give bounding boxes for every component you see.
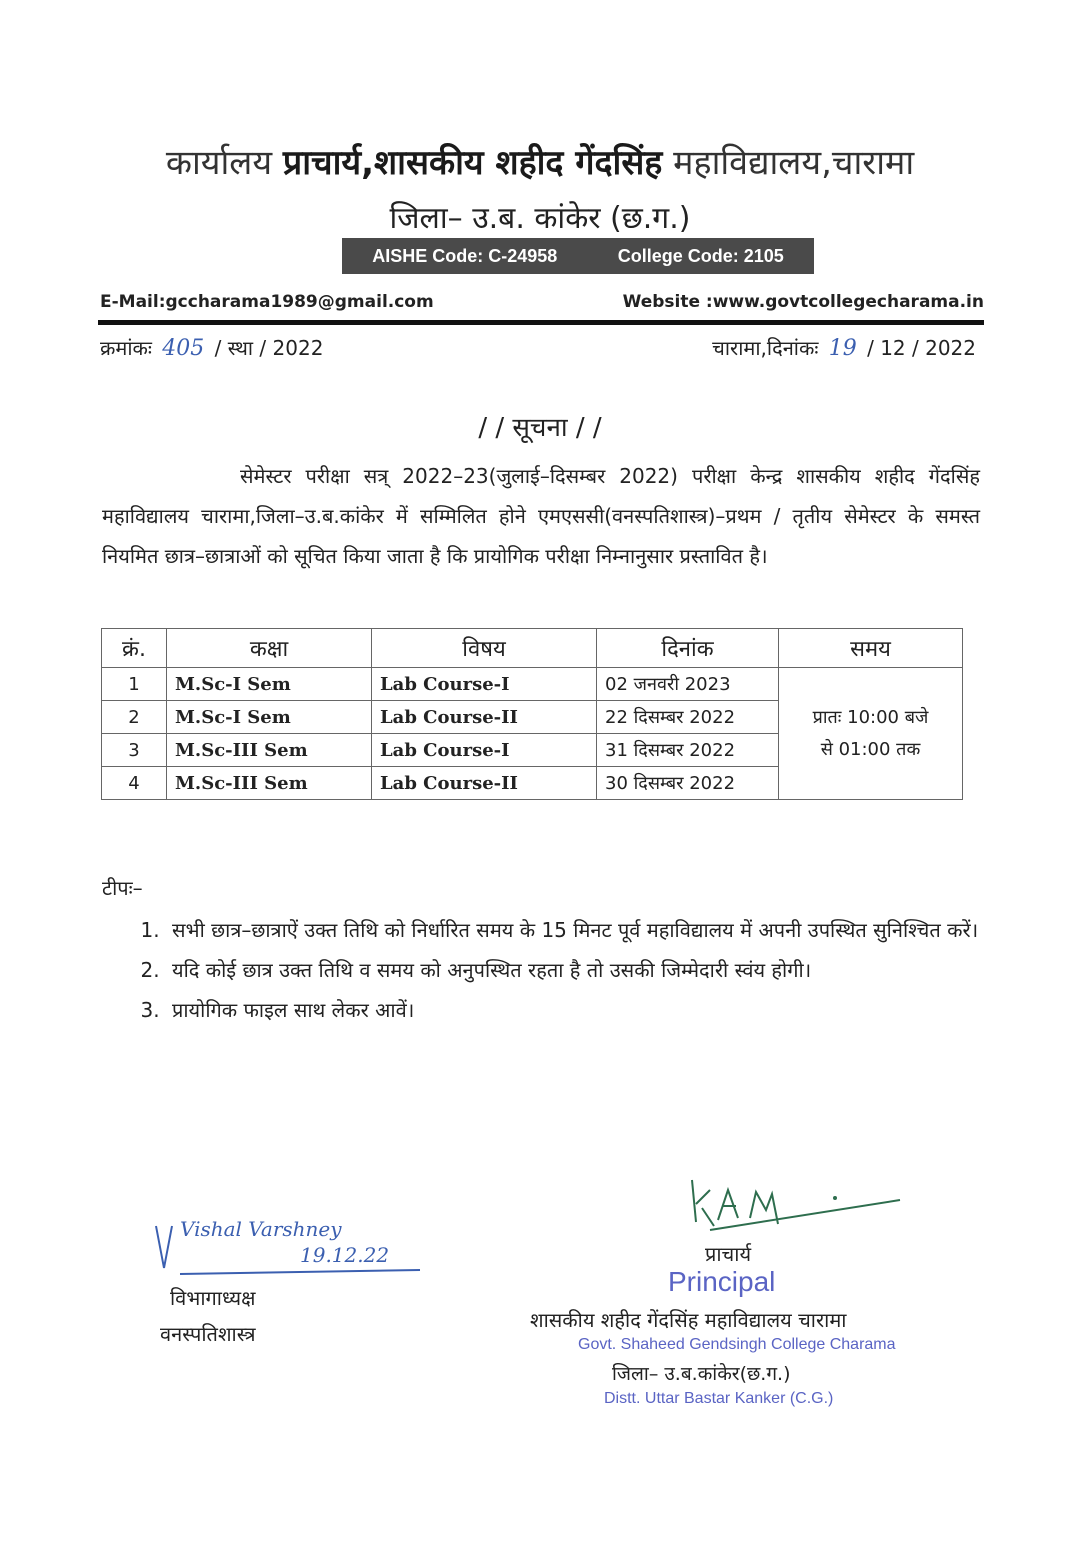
- header-time: समय: [779, 629, 963, 668]
- notice-heading: / / सूचना / /: [478, 413, 602, 443]
- title-part-college-name: शहीद गेंदसिंह: [495, 143, 663, 183]
- hod-department: वनस्पतिशास्त्र: [160, 1322, 256, 1346]
- sig-underline: [180, 1270, 420, 1274]
- code-bar: [342, 238, 814, 274]
- cell-class: M.Sc-III Sem: [167, 734, 372, 767]
- hod-handwritten-signature: [150, 1196, 430, 1280]
- cell-date: 22 दिसम्बर 2022: [597, 701, 779, 734]
- header-serial: क्रं.: [102, 629, 167, 668]
- date-handwritten-day: 19: [828, 336, 857, 361]
- date-label: चारामा,दिनांकः: [712, 336, 819, 360]
- college-code: College Code: 2105: [617, 245, 784, 266]
- time-line-1: प्रातः 10:00 बजे: [812, 706, 929, 728]
- cell-serial: 4: [102, 767, 167, 800]
- date-suffix: / 12 / 2022: [867, 336, 976, 360]
- reference-number: [100, 334, 323, 361]
- tip-item: 3. प्रायोगिक फाइल साथ लेकर आवें।: [166, 990, 1042, 1030]
- hod-signature-name: Vishal Varshney: [180, 1217, 342, 1241]
- header-divider: [98, 320, 984, 325]
- issue-date: [712, 334, 976, 361]
- time-line-2: से 01:00 तक: [820, 738, 921, 760]
- schedule-table: [101, 628, 963, 800]
- cell-date: 30 दिसम्बर 2022: [597, 767, 779, 800]
- stamp-principal-title: Principal: [668, 1266, 776, 1297]
- notice-body: [102, 456, 980, 576]
- sig-underline: [710, 1200, 900, 1230]
- cell-time: [779, 668, 963, 800]
- cell-subject: Lab Course-I: [372, 734, 597, 767]
- district-line: जिला– उ.ब. कांकेर (छ.ग.): [389, 201, 691, 236]
- header-class: कक्षा: [167, 629, 372, 668]
- notice-body-text: सेमेस्टर परीक्षा सत्र् 2022–23(जुलाई–दिसम्बर 2022) परीक्षा केन्द्र शासकीय शहीद गेंदसिंह महाविद्यालय चारामा,जिला–उ.ब.कांकेर में सम्मिलित होने एमएससी(वनस्पतिशास्त्र)–प्रथम / तृतीय सेमेस्टर के समस्त नियमित छात्र–छात्राओं को सूचित किया जाता है कि प्रायोगिक परीक्षा निम्नानुसार प्रस्तावित है।: [102, 464, 980, 568]
- reference-handwritten-number: 405: [162, 336, 205, 361]
- cell-subject: Lab Course-II: [372, 701, 597, 734]
- hod-signature-date: 19.12.22: [300, 1243, 390, 1267]
- cell-serial: 1: [102, 668, 167, 701]
- principal-institution: शासकीय शहीद गेंदसिंह महाविद्यालय चारामा: [530, 1308, 847, 1332]
- stamp-college-line: Govt. Shaheed Gendsingh College Charama: [578, 1336, 896, 1353]
- hod-role: विभागाध्यक्ष: [170, 1286, 256, 1310]
- reference-label: क्रमांकः: [100, 336, 152, 360]
- office-title: [0, 138, 1080, 184]
- table-row: [102, 668, 963, 701]
- header-date: दिनांक: [597, 629, 779, 668]
- sig-dot: [833, 1196, 837, 1200]
- aishe-code: AISHE Code: C-24958: [372, 245, 558, 266]
- title-part-principal: प्राचार्य,शासकीय: [282, 143, 496, 183]
- tip-item: 2. यदि कोई छात्र उक्त तिथि व समय को अनुपस्थित रहता है तो उसकी जिम्मेदारी स्वंय होगी।: [166, 950, 1042, 990]
- cell-serial: 2: [102, 701, 167, 734]
- sig-stroke: [692, 1180, 714, 1226]
- cell-date: 02 जनवरी 2023: [597, 668, 779, 701]
- cell-class: M.Sc-III Sem: [167, 767, 372, 800]
- stamp-district-line: Distt. Uttar Bastar Kanker (C.G.): [604, 1390, 834, 1407]
- cell-serial: 3: [102, 734, 167, 767]
- principal-handwritten-signature: [680, 1172, 910, 1236]
- tips-list: [102, 910, 1042, 1030]
- header-subject: विषय: [372, 629, 597, 668]
- title-part-office: कार्यालय: [165, 143, 283, 183]
- sig-stroke: [718, 1190, 738, 1220]
- tip-item: 1. सभी छात्र–छात्राऐं उक्त तिथि को निर्धारित समय के 15 मिनट पूर्व महाविद्यालय में अपनी उपस्थित सुनिश्चित करें।: [166, 910, 1042, 950]
- tips-heading: टीपः–: [102, 876, 143, 900]
- website-text: Website :www.govtcollegecharama.in: [622, 292, 984, 312]
- reference-suffix: / स्था / 2022: [214, 336, 324, 360]
- cell-class: M.Sc-I Sem: [167, 668, 372, 701]
- sig-stroke: [156, 1226, 172, 1268]
- cell-subject: Lab Course-I: [372, 668, 597, 701]
- cell-date: 31 दिसम्बर 2022: [597, 734, 779, 767]
- cell-subject: Lab Course-II: [372, 767, 597, 800]
- email-text: E-Mail:gccharama1989@gmail.com: [100, 292, 434, 312]
- cell-class: M.Sc-I Sem: [167, 701, 372, 734]
- principal-district: जिला– उ.ब.कांकेर(छ.ग.): [612, 1363, 791, 1385]
- principal-role: प्राचार्य: [705, 1242, 752, 1266]
- title-part-place: महाविद्यालय,चारामा: [662, 143, 915, 183]
- table-header-row: [102, 629, 963, 668]
